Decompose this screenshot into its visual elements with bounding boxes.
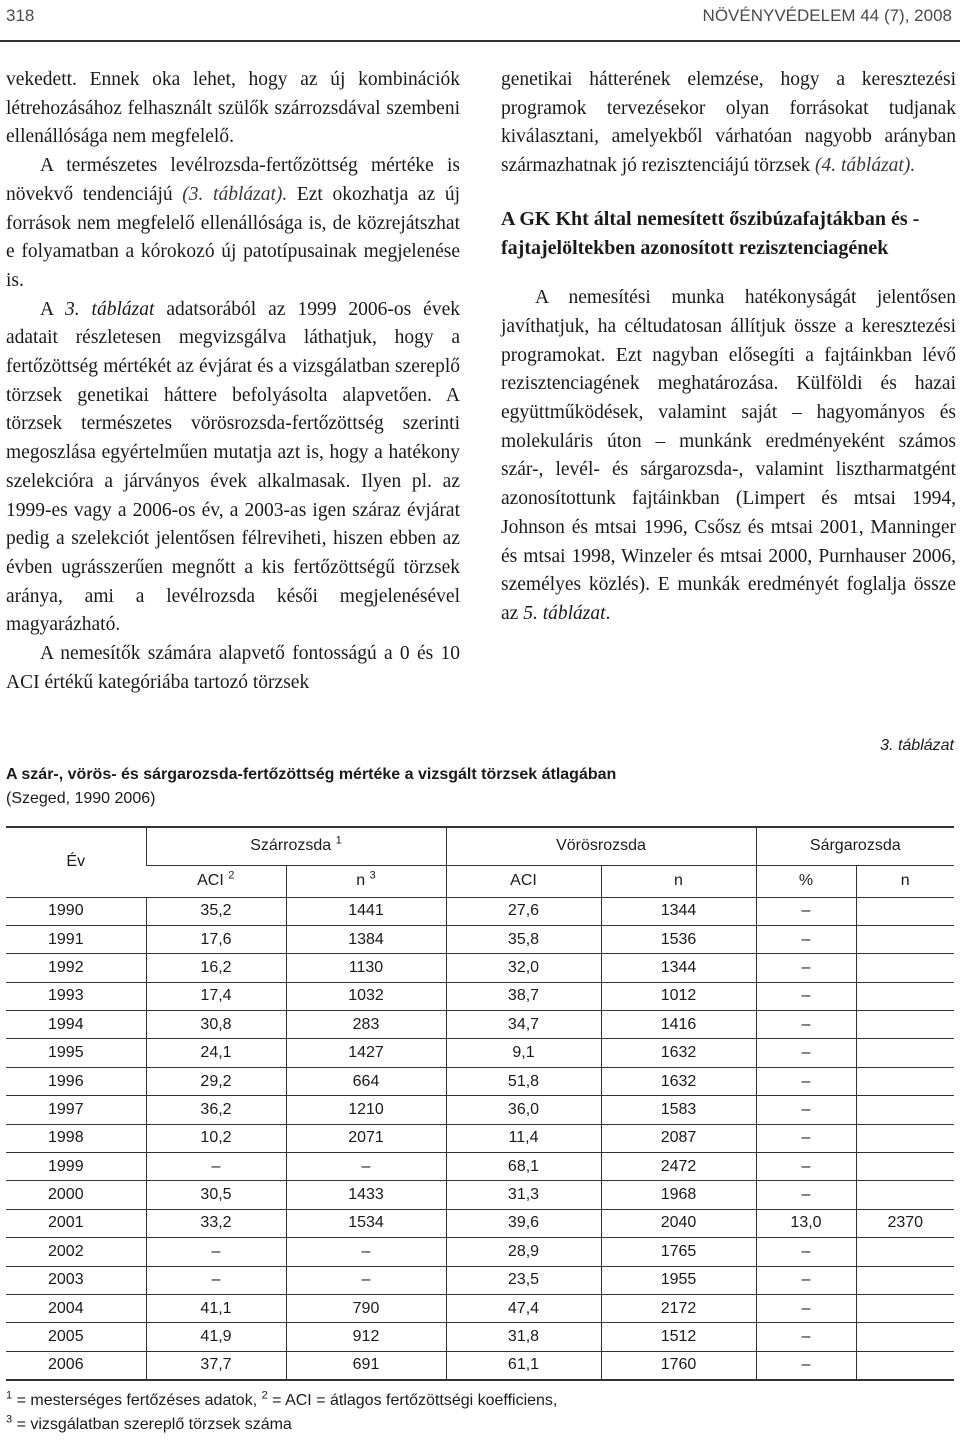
table-cell: 17,4: [146, 982, 286, 1010]
table-cell: [856, 1153, 954, 1181]
table-cell: –: [756, 1294, 856, 1322]
table-cell-year: 2000: [6, 1181, 146, 1209]
table-cell: –: [756, 1067, 856, 1095]
table-row: [6, 897, 954, 925]
table-cell: [856, 954, 954, 982]
table-cell: 1632: [601, 1067, 756, 1095]
column-header-aci: ACI $^2$: [146, 865, 286, 897]
table-cell: –: [756, 1124, 856, 1152]
table-cell-year: 2006: [6, 1351, 146, 1379]
rust-infection-table: [6, 826, 954, 1381]
table-cell-year: 1995: [6, 1039, 146, 1067]
table-row: [6, 1351, 954, 1379]
table-cell-year: 2003: [6, 1266, 146, 1294]
table-cell: –: [756, 1266, 856, 1294]
table-cell: 34,7: [446, 1011, 601, 1039]
table-cell: 9,1: [446, 1039, 601, 1067]
table-title: A szár-, vörös- és sárgarozsda-fertőzöttség mértéke a vizsgált törzsek átlagában: [6, 766, 617, 783]
table-cell: 27,6: [446, 897, 601, 925]
table-cell: 41,1: [146, 1294, 286, 1322]
table-cell: 17,6: [146, 925, 286, 953]
journal-citation: NÖVÉNYVÉDELEM 44 (7), 2008: [702, 6, 952, 25]
table-row: [6, 1124, 954, 1152]
table-cell: [856, 925, 954, 953]
table-cell: 16,2: [146, 954, 286, 982]
table-row: [6, 1266, 954, 1294]
table-cell: 35,8: [446, 925, 601, 953]
table-cell-year: 2001: [6, 1209, 146, 1237]
table-cell-year: 1994: [6, 1011, 146, 1039]
table-row: [6, 1238, 954, 1266]
right-column: [501, 66, 956, 629]
table-cell: [856, 1096, 954, 1124]
table-cell-year: 1991: [6, 925, 146, 953]
table-cell: 283: [286, 1011, 446, 1039]
table-cell: 1441: [286, 897, 446, 925]
table-cell: 912: [286, 1323, 446, 1351]
table-cell: 11,4: [446, 1124, 601, 1152]
table-cell: –: [146, 1266, 286, 1294]
table-cell: 1968: [601, 1181, 756, 1209]
table-cell: 61,1: [446, 1351, 601, 1379]
column-header-n: n: [856, 865, 954, 897]
table-cell: –: [286, 1153, 446, 1181]
table-label: 3. táblázat: [880, 737, 954, 754]
paragraph: genetikai hátterének elemzése, hogy a keresztezési programok tervezésekor olyan forrásokat tudjanak kiválasztani, amelyekből várhatóan nagyobb arányban származhatnak jó rezisztenciájú törzsek (4. táblázat).: [501, 69, 956, 177]
table-row: [6, 1294, 954, 1322]
table-cell: 31,3: [446, 1181, 601, 1209]
table-cell: –: [756, 1039, 856, 1067]
table-cell: 1632: [601, 1039, 756, 1067]
table-cell: 1032: [286, 982, 446, 1010]
column-header-year: Év: [6, 827, 146, 897]
table-caption: [6, 763, 946, 811]
table-cell: 24,1: [146, 1039, 286, 1067]
paragraph: A nemesítők számára alapvető fontosságú a 0 és 10 ACI értékű kategóriába tartozó törzsek: [6, 643, 460, 693]
table-cell: [856, 1323, 954, 1351]
table-cell: 35,2: [146, 897, 286, 925]
table-cell: 1384: [286, 925, 446, 953]
table-cell: –: [146, 1153, 286, 1181]
table-row: [6, 1181, 954, 1209]
table-cell: 1512: [601, 1323, 756, 1351]
table-cell-year: 2004: [6, 1294, 146, 1322]
table-row: [6, 1209, 954, 1237]
table-cell: 1344: [601, 954, 756, 982]
page-number: 318: [6, 6, 35, 25]
table-cell: 2071: [286, 1124, 446, 1152]
table-row: [6, 1323, 954, 1351]
table-cell: 32,0: [446, 954, 601, 982]
section-heading: A GK Kht által nemesített őszibúzafajtákban és -fajtajelöltekben azonosított rezisztenciagének: [501, 207, 920, 259]
table-cell: 47,4: [446, 1294, 601, 1322]
table-cell: [856, 1039, 954, 1067]
footnotes: [6, 1389, 946, 1437]
table-cell: 37,7: [146, 1351, 286, 1379]
table-reference: 5. táblázat: [523, 602, 606, 624]
table-cell: –: [756, 1181, 856, 1209]
table-cell: 30,8: [146, 1011, 286, 1039]
table-cell: 1433: [286, 1181, 446, 1209]
column-group-stem-rust: Szárrozsda $^1$: [146, 827, 446, 865]
table-cell: –: [756, 1351, 856, 1379]
table-cell: [856, 1238, 954, 1266]
table-cell: 1344: [601, 897, 756, 925]
table-reference: (3. táblázat).: [182, 183, 288, 205]
paragraph: A 3. táblázat adatsorából az 1999 2006-os évek adatait részletesen megvizsgálva láthatjuk, hogy a fertőzöttség mértékét az évjárat és a vizsgálatban szereplő törzsek genetikai háttere befolyásolta alapvetően. A törzsek természetes vörösrozsda-fertőzöttség szerinti megoszlása egyértelműen mutatja azt is, hogy a hatékony szelekcióra a járványos évek alkalmasak. Ilyen pl. az 1999-es vagy a 2006-os év, a 2003-as igen száraz évjárat pedig a szelekciót jelentősen félreviheti, hiszen ebben az évben ugrásszerűen megnőtt a kis fertőzöttségű törzsek aránya, ami a levélrozsda késői megjelenésével magyarázható.: [6, 298, 460, 636]
table-row: [6, 1011, 954, 1039]
table-cell: [856, 1294, 954, 1322]
table-cell: [856, 1011, 954, 1039]
table-cell: –: [756, 1011, 856, 1039]
table-cell: 790: [286, 1294, 446, 1322]
table-cell: –: [756, 1096, 856, 1124]
table-cell: [856, 1067, 954, 1095]
table-cell: [856, 982, 954, 1010]
table-cell: 1760: [601, 1351, 756, 1379]
table-row: [6, 1067, 954, 1095]
table-cell: 10,2: [146, 1124, 286, 1152]
table-cell-year: 1993: [6, 982, 146, 1010]
footnote-line: $^3$ = vizsgálatban szereplő törzsek száma: [6, 1413, 292, 1433]
table-cell: –: [756, 1323, 856, 1351]
table-subtitle: (Szeged, 1990 2006): [6, 790, 156, 807]
table-cell: 1427: [286, 1039, 446, 1067]
paragraph: A természetes levélrozsda-fertőzöttség mértéke is növekvő tendenciájú (3. táblázat). Ezt okozhatja az új források nem megfelelő ellenállósága is, de közrejátszhat e folyamatban a kórokozó új patotípusainak megjelenése is.: [6, 155, 460, 291]
table-reference: (4. táblázat).: [815, 155, 916, 177]
table-cell: 30,5: [146, 1181, 286, 1209]
table-cell: 41,9: [146, 1323, 286, 1351]
table-cell: 1130: [286, 954, 446, 982]
table-cell: 1583: [601, 1096, 756, 1124]
table-body: [6, 897, 954, 1380]
table-cell: 1536: [601, 925, 756, 953]
table-row: [6, 1153, 954, 1181]
table-cell: 36,2: [146, 1096, 286, 1124]
table-cell: 68,1: [446, 1153, 601, 1181]
table-cell: 29,2: [146, 1067, 286, 1095]
table-cell: 33,2: [146, 1209, 286, 1237]
table-cell: 1416: [601, 1011, 756, 1039]
table-cell: 1210: [286, 1096, 446, 1124]
table-cell: [856, 1266, 954, 1294]
table-cell: 1534: [286, 1209, 446, 1237]
table-cell: [856, 897, 954, 925]
running-header: [0, 2, 960, 32]
table-cell: –: [756, 954, 856, 982]
table-cell: 2087: [601, 1124, 756, 1152]
table-cell: 2040: [601, 1209, 756, 1237]
left-column: [6, 66, 460, 697]
table-cell-year: 1992: [6, 954, 146, 982]
column-header-percent: %: [756, 865, 856, 897]
table-cell: 38,7: [446, 982, 601, 1010]
table-cell: –: [756, 982, 856, 1010]
table-cell: –: [286, 1238, 446, 1266]
table-cell: [856, 1124, 954, 1152]
column-header-n: n: [601, 865, 756, 897]
table-cell-year: 1999: [6, 1153, 146, 1181]
table-row: [6, 982, 954, 1010]
table-cell: 51,8: [446, 1067, 601, 1095]
table-cell: 28,9: [446, 1238, 601, 1266]
column-header-aci: ACI: [446, 865, 601, 897]
table-cell-year: 1990: [6, 897, 146, 925]
table-cell: –: [756, 1238, 856, 1266]
table-cell: [856, 1181, 954, 1209]
table-cell: –: [286, 1266, 446, 1294]
table-cell-year: 2002: [6, 1238, 146, 1266]
table-cell-year: 1997: [6, 1096, 146, 1124]
table-cell: [856, 1351, 954, 1379]
table-row: [6, 954, 954, 982]
table-cell-year: 1998: [6, 1124, 146, 1152]
column-group-leaf-rust: Vörösrozsda: [446, 827, 756, 865]
table-cell: 1955: [601, 1266, 756, 1294]
table-cell: 664: [286, 1067, 446, 1095]
table-row: [6, 1096, 954, 1124]
table-reference: 3. táblázat: [64, 298, 155, 320]
column-group-yellow-rust: Sárgarozsda: [756, 827, 954, 865]
table-cell: 13,0: [756, 1209, 856, 1237]
column-header-n: n $^3$: [286, 865, 446, 897]
table-cell: –: [756, 925, 856, 953]
table-cell: 2472: [601, 1153, 756, 1181]
table-cell-year: 1996: [6, 1067, 146, 1095]
paragraph: A nemesítési munka hatékonyságát jelentősen javíthatjuk, ha céltudatosan állítjuk össze a keresztezési programokat. Ezt nagyban elősegíti a fajtáinkban lévő rezisztenciagének meghatározása. Külföldi és hazai együttműködések, valamint saját – hagyományos és molekuláris úton – munkánk eredményeként számos szár-, levél- és sárgarozsda-, valamint lisztharmatgént azonosítottunk fajtáinkban (Limpert és mtsai 1994, Johnson és mtsai 1996, Csősz és mtsai 2001, Manninger és mtsai 1998, Winzeler és mtsai 2000, Purnhauser 2006, személyes közlés). E munkák eredményét foglalja össze az 5. táblázat.: [501, 287, 956, 624]
footnote-line: $^1$ = mesterséges fertőzéses adatok, $^2$ = ACI = átlagos fertőzöttségi koefficiens,: [6, 1389, 558, 1409]
table-cell: 23,5: [446, 1266, 601, 1294]
table-cell: 36,0: [446, 1096, 601, 1124]
table-cell: 2370: [856, 1209, 954, 1237]
table-cell: 39,6: [446, 1209, 601, 1237]
table-cell: 1765: [601, 1238, 756, 1266]
paragraph: vekedett. Ennek oka lehet, hogy az új kombinációk létrehozásához felhasznált szülők szárrozsdával szembeni ellenállósága nem megfelelő.: [6, 69, 460, 148]
table-cell: 1012: [601, 982, 756, 1010]
table-cell: 31,8: [446, 1323, 601, 1351]
table-cell: 691: [286, 1351, 446, 1379]
table-cell: –: [756, 1153, 856, 1181]
header-rule: [0, 40, 960, 42]
table-cell-year: 2005: [6, 1323, 146, 1351]
table-cell: 2172: [601, 1294, 756, 1322]
table-cell: –: [146, 1238, 286, 1266]
table-cell: –: [756, 897, 856, 925]
table-row: [6, 1039, 954, 1067]
table-row: [6, 925, 954, 953]
